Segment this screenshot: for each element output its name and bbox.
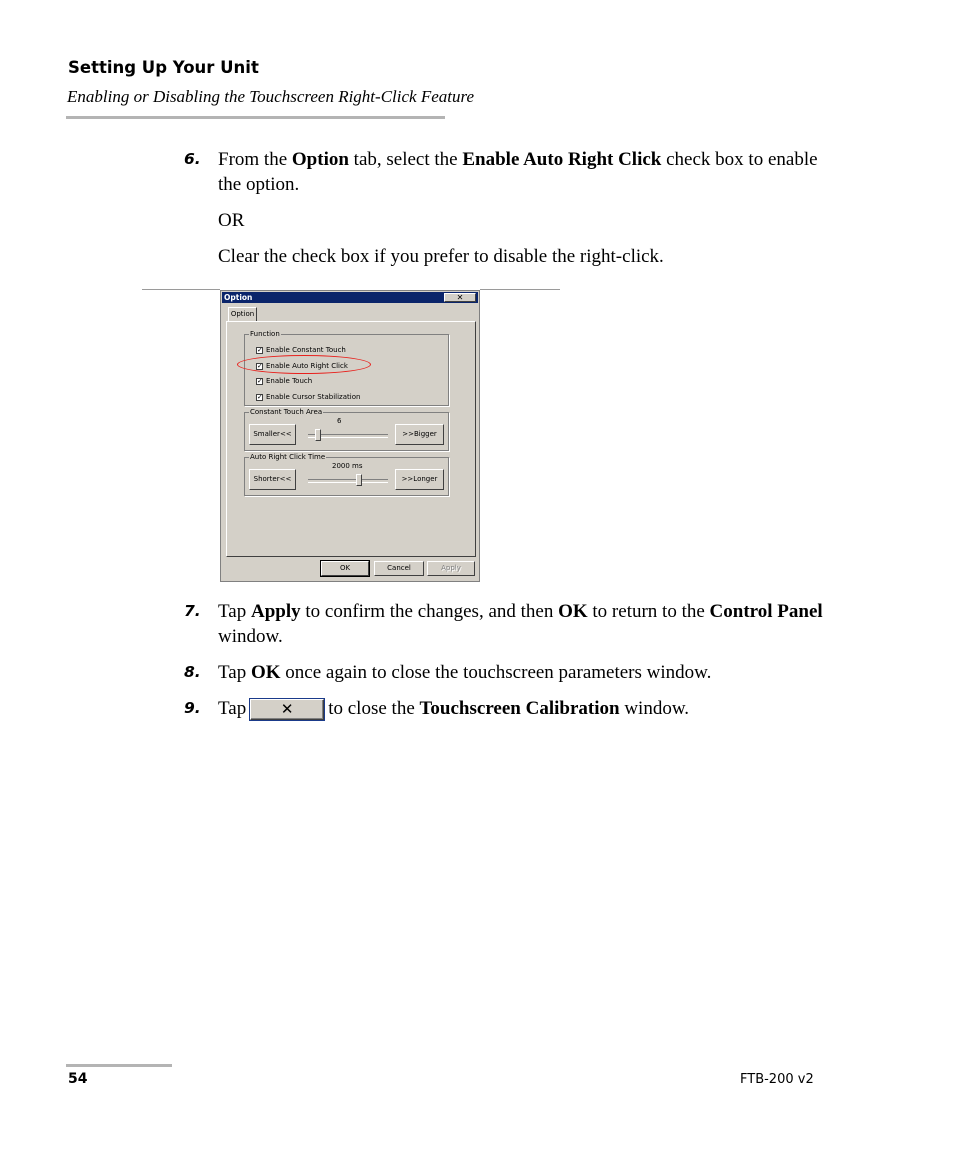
shorter-button[interactable]: Shorter<<	[249, 469, 296, 490]
ok-button[interactable]: OK	[321, 561, 369, 576]
checkbox-enable-touch[interactable]	[256, 376, 312, 386]
right-click-time-slider-track	[308, 479, 388, 483]
option-dialog	[220, 290, 480, 582]
right-click-time-label: Auto Right Click Time	[250, 453, 326, 461]
text-run: to confirm the changes, and then	[300, 601, 559, 622]
tab-option[interactable]: Option	[228, 307, 257, 321]
close-icon: ✕	[280, 700, 294, 719]
close-button[interactable]	[444, 293, 476, 302]
step-text	[218, 696, 828, 721]
touch-area-value: 6	[337, 417, 342, 425]
text-run: window.	[619, 698, 690, 719]
dialog-title: Option	[224, 293, 253, 302]
text-run: Tap	[218, 601, 251, 622]
function-group-label: Function	[250, 330, 280, 338]
step-text	[218, 660, 828, 685]
text-run: From the	[218, 149, 292, 170]
check-icon: ✓	[257, 392, 263, 401]
bold-term: Enable Auto Right Click	[462, 149, 662, 170]
longer-button[interactable]: >>Longer	[395, 469, 444, 490]
right-click-time-slider-thumb[interactable]	[356, 474, 362, 486]
section-title: Setting Up Your Unit	[68, 58, 259, 77]
bold-term: Apply	[250, 601, 301, 622]
step-number: 7.	[184, 602, 201, 620]
right-click-time-value: 2000 ms	[332, 462, 363, 470]
close-icon: ✕	[456, 293, 464, 302]
alternative-text: Clear the check box if you prefer to disable the right-click.	[218, 246, 664, 267]
or-text: OR	[218, 210, 245, 231]
highlight-ellipse	[237, 355, 371, 374]
document-id: FTB-200 v2	[740, 1072, 814, 1087]
text-run: to return to the	[587, 601, 710, 622]
step-text	[218, 147, 828, 197]
touch-area-slider-thumb[interactable]	[315, 429, 321, 441]
figure-rule-right	[480, 289, 560, 290]
step-text-before: Tap	[218, 698, 247, 719]
check-icon: ✓	[257, 376, 263, 385]
touch-area-label: Constant Touch Area	[250, 408, 323, 416]
figure-rule-left	[142, 289, 220, 290]
header-rule	[66, 116, 445, 119]
apply-button[interactable]: Apply	[427, 561, 475, 576]
text-run: once again to close the touchscreen parameters window.	[280, 662, 712, 683]
checkbox-label: Enable Auto Right Click	[266, 362, 348, 370]
check-icon: ✓	[257, 361, 263, 370]
bold-term: Control Panel	[709, 601, 823, 622]
right-click-time-group	[244, 453, 449, 496]
checkbox-enable-cursor-stabilization[interactable]	[256, 392, 360, 402]
bigger-button[interactable]: >>Bigger	[395, 424, 444, 445]
step-number: 9.	[184, 699, 201, 717]
bold-term: OK	[558, 601, 588, 622]
page-number: 54	[68, 1071, 88, 1087]
step-text-after	[328, 698, 689, 719]
smaller-button[interactable]: Smaller<<	[249, 424, 296, 445]
text-run: Tap	[218, 662, 251, 683]
checkbox-enable-constant-touch[interactable]	[256, 345, 346, 355]
section-subtitle: Enabling or Disabling the Touchscreen Right-Click Feature	[67, 87, 475, 106]
bold-term: OK	[250, 662, 281, 683]
cancel-button[interactable]: Cancel	[374, 561, 424, 576]
bold-term: Option	[291, 149, 349, 170]
touch-area-group	[244, 408, 449, 451]
text-run: check box to enable the option.	[218, 149, 818, 195]
text-run: tab, select the	[348, 149, 463, 170]
step-number: 6.	[184, 150, 201, 168]
checkbox-label: Enable Cursor Stabilization	[266, 393, 361, 401]
step-number: 8.	[184, 663, 201, 681]
step-text	[218, 599, 828, 649]
dialog-titlebar	[222, 292, 478, 303]
check-icon: ✓	[257, 345, 263, 354]
text-run: window.	[218, 626, 283, 647]
bold-term: Touchscreen Calibration	[419, 698, 620, 719]
checkbox-label: Enable Constant Touch	[266, 346, 346, 354]
close-button-image	[250, 699, 324, 720]
footer-rule	[66, 1064, 172, 1067]
checkbox-label: Enable Touch	[266, 377, 313, 385]
text-run: to close the	[328, 698, 420, 719]
